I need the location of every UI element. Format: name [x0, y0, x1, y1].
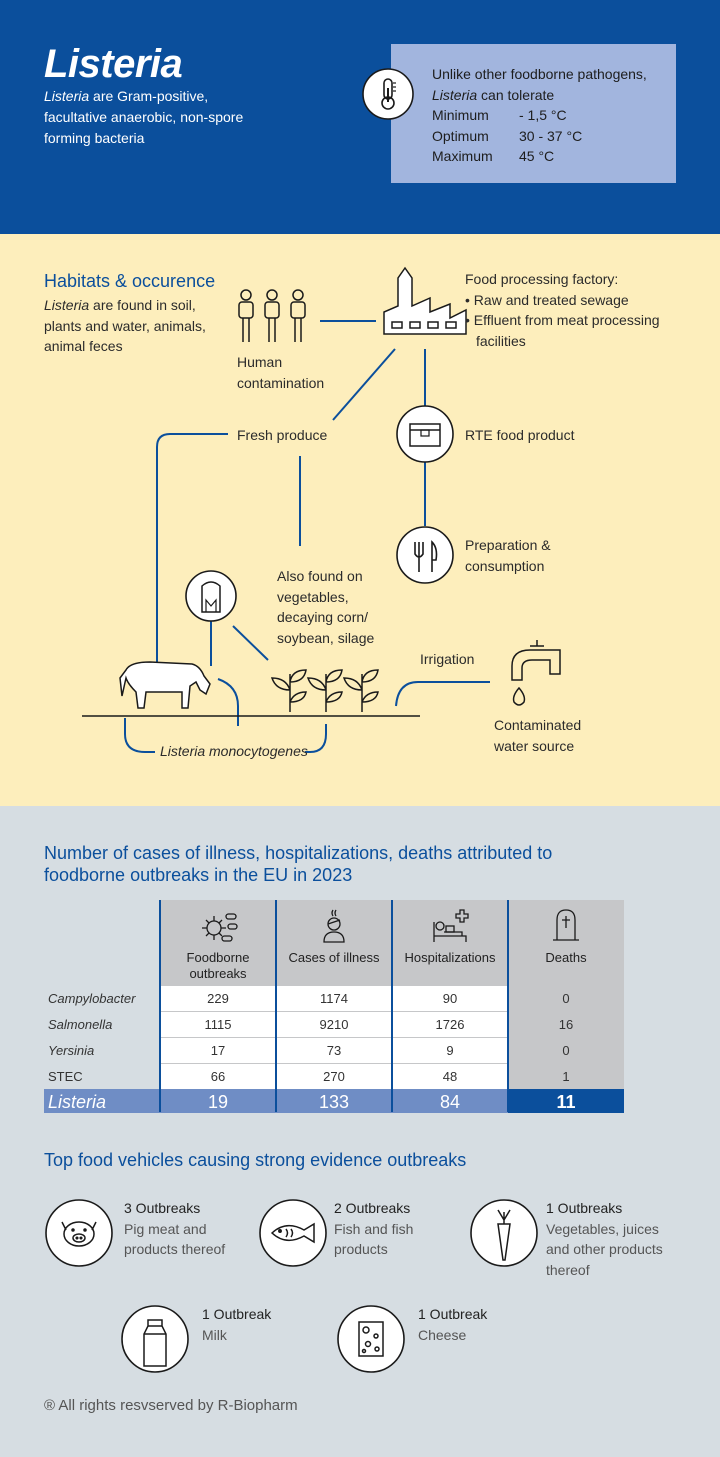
milk-icon	[120, 1304, 190, 1374]
vehicle-label: Pig meat and products thereof	[124, 1220, 226, 1257]
cell-hosp: 9	[392, 1038, 508, 1063]
vehicle-count: 1 Outbreak	[202, 1306, 272, 1322]
cell-outbreaks: 1115	[160, 1012, 276, 1037]
cell-cases: 73	[276, 1038, 392, 1063]
gravestone-icon	[551, 908, 581, 944]
rte-food-label: RTE food product	[465, 427, 575, 443]
cell-outbreaks: 19	[160, 1089, 276, 1113]
col-cases	[276, 900, 392, 986]
tolerance-max: Maximum 45 °C	[432, 148, 555, 164]
human-contamination-label: Human contamination	[237, 354, 325, 391]
vehicle-label: Fish and fish products	[334, 1220, 414, 1257]
thermometer-icon	[362, 68, 414, 120]
cow-icon	[120, 662, 210, 708]
vehicle-label: Milk	[202, 1326, 227, 1343]
vehicle-label: Cheese	[418, 1326, 467, 1343]
cell-hosp: 84	[392, 1089, 508, 1113]
rte-food-icon	[397, 406, 453, 462]
plants-icon	[272, 670, 378, 712]
header-subtitle: Listeria are Gram-positive, facultative anaerobic, non-spore forming bacteria	[44, 88, 244, 146]
row-name: Salmonella	[48, 1017, 113, 1032]
habitats-section	[0, 234, 720, 806]
cell-cases: 133	[276, 1089, 392, 1113]
factory-label: Food processing factory: • Raw and treated sewage • Effluent from meat processing facilities	[465, 271, 660, 349]
tolerance-intro: Unlike other foodborne pathogens,	[432, 66, 647, 82]
habitats-desc: Listeria are found in soil, plants and water, animals, animal feces	[44, 297, 206, 354]
water-source-label: Contaminated water source	[494, 717, 582, 754]
vehicle-count: 1 Outbreak	[418, 1306, 488, 1322]
hospital-bed-icon	[432, 908, 474, 944]
tolerance-min: Minimum - 1,5 °C	[432, 107, 567, 123]
stats-title: Number of cases of illness, hospitalizations, deaths attributed to foodborne outbreaks in the EU in 2023	[44, 843, 553, 885]
col-outbreaks-label: Foodborne outbreaks	[186, 950, 250, 981]
vehicle-count: 3 Outbreaks	[124, 1200, 201, 1216]
bacteria-icon	[200, 910, 240, 946]
cell-outbreaks: 17	[160, 1038, 276, 1063]
col-outbreaks	[160, 900, 276, 986]
habitats-title: Habitats & occurence	[44, 271, 216, 291]
also-found-label: Also found on vegetables, decaying corn/ soybean, silage	[277, 568, 375, 646]
vehicle-label: Vegetables, juices and other products thereof	[546, 1220, 663, 1278]
page-title: Listeria	[44, 42, 183, 86]
copyright: ® All rights resvserved by R-Biopharm	[44, 1397, 298, 1414]
col-cases-label: Cases of illness	[288, 950, 380, 965]
cell-deaths: 16	[508, 1012, 624, 1037]
water-tap-icon	[512, 640, 560, 705]
irrigation-label: Irrigation	[420, 651, 475, 667]
col-deaths	[508, 900, 624, 986]
col-hosp-label: Hospitalizations	[404, 950, 496, 965]
col-deaths-label: Deaths	[545, 950, 587, 965]
cell-deaths: 11	[508, 1089, 624, 1113]
human-icon	[239, 290, 305, 342]
tolerance-box	[391, 44, 676, 183]
sick-person-icon	[320, 908, 350, 944]
row-name: Yersinia	[48, 1043, 95, 1058]
cell-outbreaks: 66	[160, 1064, 276, 1089]
preparation-label: Preparation & consumption	[465, 537, 551, 574]
cell-deaths: 0	[508, 986, 624, 1011]
tolerance-opt: Optimum 30 - 37 °C	[432, 127, 583, 144]
cell-cases: 270	[276, 1064, 392, 1089]
carrot-icon	[469, 1198, 539, 1268]
cell-hosp: 1726	[392, 1012, 508, 1037]
cell-outbreaks: 229	[160, 986, 276, 1011]
cell-cases: 1174	[276, 986, 392, 1011]
row-name: Listeria	[44, 1089, 160, 1113]
cell-hosp: 48	[392, 1064, 508, 1089]
monocytogenes-label: Listeria monocytogenes	[160, 743, 308, 759]
row-name: STEC	[48, 1069, 83, 1084]
tolerance-intro-2: Listeria can tolerate	[432, 86, 555, 103]
cell-deaths: 1	[508, 1064, 624, 1089]
cell-deaths: 0	[508, 1038, 624, 1063]
cutlery-icon	[397, 527, 453, 583]
fish-icon	[258, 1198, 328, 1268]
row-name: Campylobacter	[48, 991, 136, 1006]
col-hosp	[392, 900, 508, 986]
vehicle-count: 2 Outbreaks	[334, 1200, 411, 1216]
pig-icon	[44, 1198, 114, 1268]
silo-icon	[186, 571, 236, 621]
cell-hosp: 90	[392, 986, 508, 1011]
fresh-produce-label: Fresh produce	[237, 427, 328, 443]
cell-cases: 9210	[276, 1012, 392, 1037]
vehicles-title: Top food vehicles causing strong evidence outbreaks	[44, 1150, 467, 1170]
factory-icon	[384, 268, 466, 334]
vehicle-count: 1 Outbreaks	[546, 1200, 623, 1216]
cheese-icon	[336, 1304, 406, 1374]
